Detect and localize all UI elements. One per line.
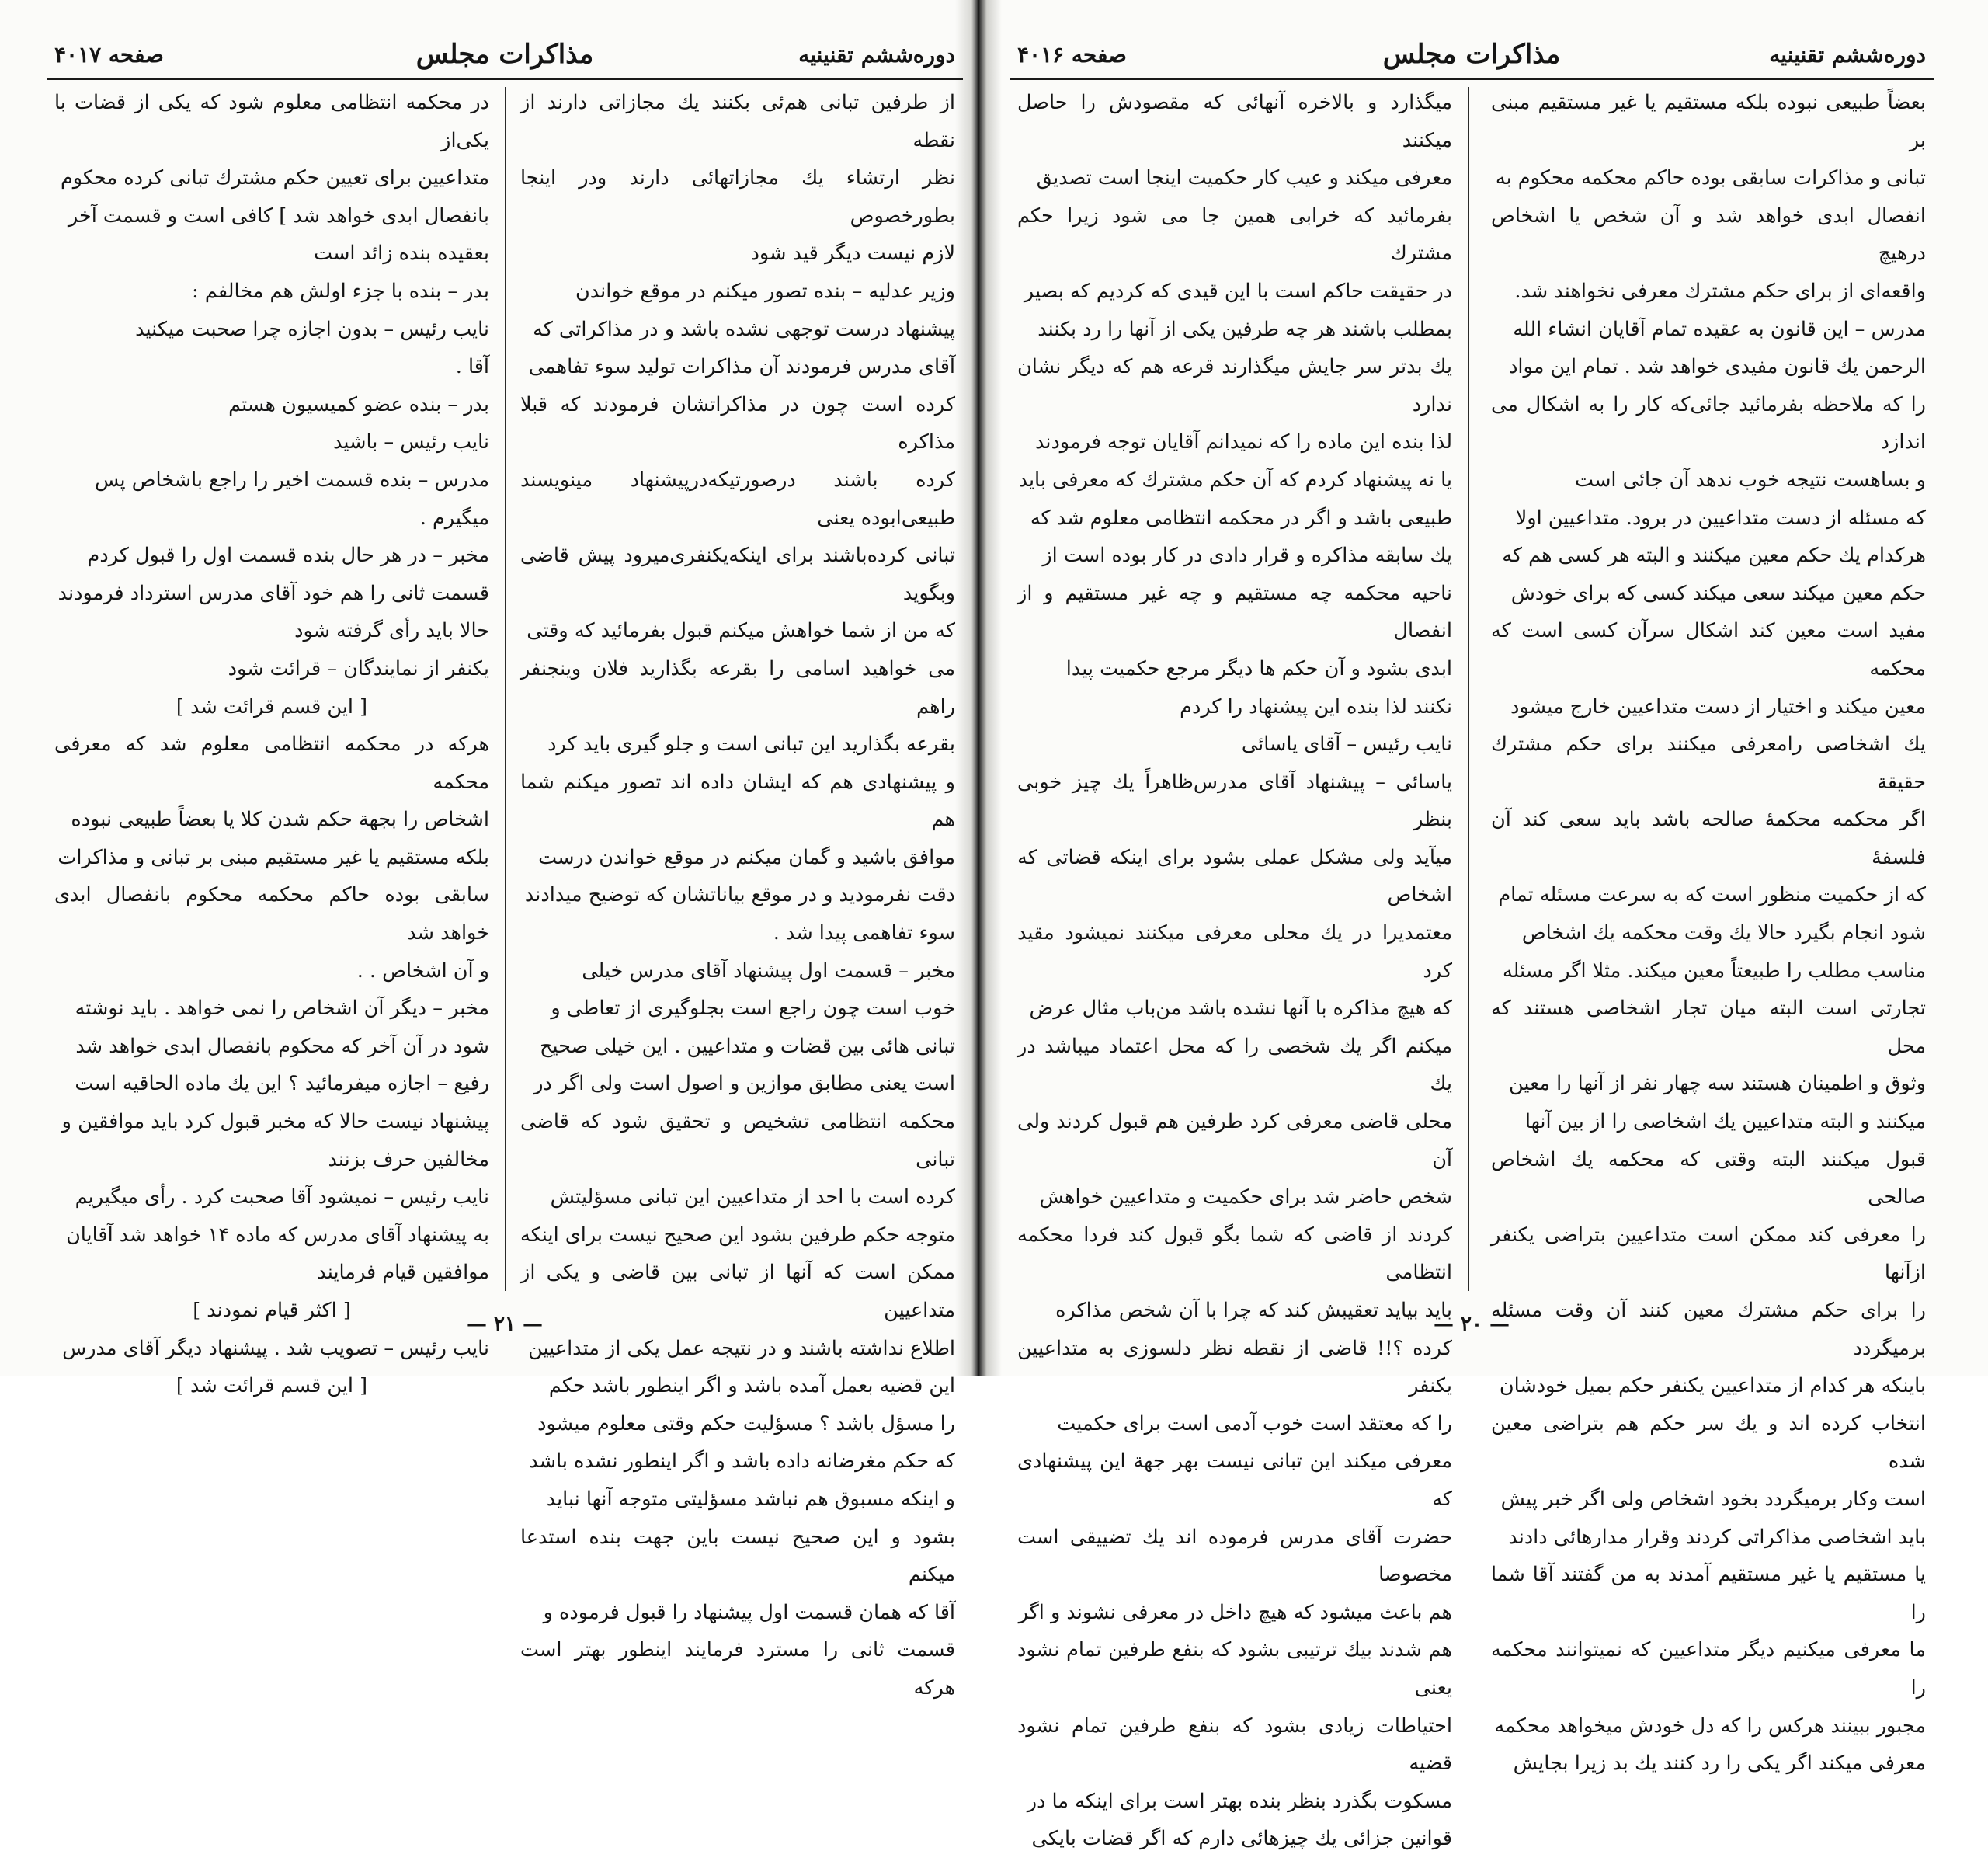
text-line: را که معتقد است خوب آدمی است برای حکمیت — [1057, 1411, 1452, 1435]
text-line: و اینکه مسبوق هم نباشد مسؤلیتی متوجه آنها نباید — [546, 1487, 955, 1511]
text-line: موافقین قیام فرمایند — [317, 1261, 489, 1285]
text-line: میگذارد و بالاخره آنهائی که مقصودش را حاصل میکنند — [1017, 91, 1452, 152]
right-page-header — [1010, 37, 1934, 80]
text-line: بلکه مستقیم یا غیر مستقیم مبنی بر تبانی و مذاکرات — [57, 845, 489, 869]
right-page-right-column — [1491, 84, 1926, 1776]
text-line: که هیچ مذاکره با آنها نشده باشد من‌باب مثال عرض — [1029, 997, 1452, 1021]
text-line: کرده است با احد از متداعیین این تبانی مسؤلیتش — [550, 1185, 955, 1209]
text-line: تبانی و مذاکرات سابقی بوده حاکم محکمه محکوم به — [1495, 166, 1926, 190]
text-line: باید بیاید تعقیبش کند که چرا با آن شخص مذاکره — [1055, 1299, 1452, 1322]
text-line: الرحمن یك قانون مفیدی خواهد شد . تمام این مواد — [1509, 355, 1926, 379]
text-line: سوء تفاهمی پیدا شد . — [773, 921, 955, 945]
text-line: معرفی میکند اگر یکی را رد کنند یك بد زیرا بجایش — [1513, 1752, 1926, 1776]
text-line: لازم نیست دیگر قید شود — [750, 242, 955, 266]
left-page-folio: — ۲۱ — — [466, 1313, 544, 1336]
text-line: را معرفی کند ممکن است متداعیین بتراضی یکنفر ازآنها — [1491, 1223, 1926, 1285]
text-line: ناحیه محکمه چه مستقیم و چه غیر مستقیم و از انفصال — [1017, 581, 1452, 643]
text-line: انفصال ابدی خواهد شد و آن شخص یا اشخاص درهیچ — [1491, 204, 1926, 266]
text-line: محلی قاضی معرفی کرد طرفین هم قبول کردند ولی آن — [1017, 1110, 1452, 1171]
text-line: پیشنهاد درست توجهی نشده باشد و در مذاکراتی که — [533, 317, 955, 341]
text-line: مدرس – بنده قسمت اخیر را راجع باشخاص پس — [95, 468, 489, 492]
text-line: قبول میکنند البته وقتی که محکمه یك اشخاص صالحی — [1491, 1147, 1926, 1209]
running-head-period: دوره‌ششم تقنینیه — [1769, 42, 1926, 68]
right-page-left-column — [1017, 84, 1452, 1851]
right-page — [1010, 0, 1934, 1851]
text-line: که از حکمیت منظور است که به سرعت مسئله تمام — [1498, 883, 1926, 907]
text-line: بدر – بنده با جزء اولش هم مخالفم : — [192, 279, 489, 303]
text-line: این قضیه بعمل آمده باشد و اگر اینطور باشد حکم — [548, 1374, 955, 1398]
text-line: یك اشخاصی رامعرفی میکنند برای حکم مشترك حقیقة — [1491, 732, 1926, 794]
text-line: نایب رئیس – باشید — [333, 430, 489, 454]
text-line: معتمدیرا در یك محلی معرفی میکنند نمیشود مقید کرد — [1017, 921, 1452, 983]
text-line: یکنفر از نمایندگان – قرائت شود — [228, 656, 489, 680]
bracketed-note: [ این قسم قرائت شد ] — [176, 694, 368, 718]
text-line: متداعیین برای تعیین حکم مشترك تبانی کرده محکوم — [61, 166, 489, 190]
text-line: بقرعه بگذارید این تبانی است و جلو گیری باید کرد — [547, 732, 955, 757]
text-line: در محکمه انتظامی معلوم شود که یکی از قضات با یکی‌از — [54, 91, 489, 152]
running-head-title: مذاکرات مجلس — [1382, 39, 1561, 70]
right-page-folio: — ۲۰ — — [1433, 1313, 1510, 1336]
text-line: بدر – بنده عضو کمیسیون هستم — [228, 392, 489, 416]
text-line: بفرمائید که خرابی همین جا می شود زیرا حکم مشترك — [1017, 204, 1452, 266]
text-line: هم شدند بیك ترتیبی بشود که بنفع طرفین تمام نشود یعنی — [1017, 1638, 1452, 1700]
text-line: متوجه حکم طرفین بشود این صحیح نیست برای اینکه — [520, 1223, 955, 1247]
text-line: وثوق و اطمینان هستند سه چهار نفر از آنها را معین — [1509, 1072, 1926, 1096]
text-line: شود انجام بگیرد حالا یك وقت محکمه یك اشخاص — [1521, 921, 1926, 945]
text-line: می خواهید اسامی را بقرعه بگذارید فلان وینجنفر راهم — [520, 656, 955, 718]
text-line: معرفی میکند و عیب کار حکمیت اینجا است تصدیق — [1036, 166, 1452, 190]
text-line: تبانی کرده‌باشند برای اینکه‌یکنفری‌میرود پیش قاضی وبگوید — [520, 544, 955, 605]
text-line: اشخاص را بجهة حکم شدن کلا یا بعضاً طبیعی نبوده — [71, 808, 489, 832]
left-page-right-column — [520, 84, 955, 1700]
text-line: خوب است چون راجع است بجلوگیری از تعاطی و — [551, 997, 955, 1021]
text-line: شود در آن آخر که محکوم بانفصال ابدی خواهد شد — [75, 1034, 489, 1058]
text-line: مسکوت بگذرد بنظر بنده بهتر است برای اینکه ما در — [1027, 1789, 1452, 1813]
text-line: و پیشنهادی هم که ایشان داده اند تصور میکنم شما هم — [520, 770, 955, 832]
text-line: بعقیده بنده زائد است — [314, 242, 489, 266]
text-line: باینکه هر کدام از متداعیین یکنفر حکم بمیل خودشان — [1499, 1374, 1926, 1398]
text-line: اگر محکمه محکمهٔ صالحه باشد باید سعی کند آن فلسفهٔ — [1491, 808, 1926, 869]
text-line: نایب رئیس – نمیشود آقا صحبت کرد . رأی میگیریم — [75, 1185, 489, 1209]
text-line: طبیعی باشد و اگر در محکمه انتظامی معلوم شد که — [1030, 506, 1452, 530]
text-line: مناسب مطلب را طبیعتاً معین میکند. مثلا اگر مسئله — [1502, 959, 1926, 983]
text-line: مخبر – دیگر آن اشخاص را نمی خواهد . باید نوشته — [75, 997, 489, 1021]
text-line: حکم معین میکند سعی میکند کسی که برای خودش — [1510, 581, 1926, 605]
text-line: کردند از قاضی که شما بگو قبول کند فردا محکمه انتظامی — [1017, 1223, 1452, 1285]
text-line: کرده ؟!! قاضی از نقطه نظر دلسوزی به متداعیین یکنفر — [1017, 1336, 1452, 1398]
text-line: باید اشخاصی مذاکراتی کردند وقرار مدارهائی دادند — [1508, 1525, 1926, 1549]
text-line: مخبر – قسمت اول پیشنهاد آقای مدرس خیلی — [582, 959, 955, 983]
text-line: میکنم اگر یك شخصی را که محل اعتماد میباشد در یك — [1017, 1034, 1452, 1096]
text-line: معرفی میکند این تبانی نیست بهر جهة این پیشنهادی که — [1017, 1449, 1452, 1511]
text-line: یك بدتر سر جایش میگذارند قرعه هم که دیگر نشان ندارد — [1017, 355, 1452, 416]
text-line: واقعه‌ای از برای حکم مشترك معرفی نخواهند شد. — [1514, 279, 1926, 303]
text-line: میکنند و البته متداعیین یك اشخاصی را از بین آنها — [1524, 1110, 1926, 1134]
text-line: ما معرفی میکنیم دیگر متداعیین که نمیتوانند محکمه را — [1491, 1638, 1926, 1700]
text-line: میآید ولی مشکل عملی بشود برای اینکه قضاتی که اشخاص — [1017, 845, 1452, 907]
text-line: در حقیقت حاکم است با این قیدی که کردیم که بصیر — [1024, 279, 1452, 303]
text-line: شخص حاضر شد برای حکمیت و متداعیین خواهش — [1039, 1185, 1452, 1209]
text-line: یك سابقه مذاکره و قرار دادی در کار بوده است از — [1042, 544, 1452, 568]
running-head-page-number: صفحه ۴۰۱۶ — [1017, 42, 1127, 68]
text-line: مخبر – در هر حال بنده قسمت اول را قبول کردم — [87, 544, 489, 568]
running-head-period: دوره‌ششم تقنینیه — [798, 42, 955, 68]
text-line: را مسؤل باشد ؟ مسؤلیت حکم وقتی معلوم میشود — [537, 1411, 955, 1435]
column-rule — [505, 87, 506, 1291]
text-line: اطلاع نداشته باشند و در نتیجه عمل یکی از متداعیین — [528, 1336, 955, 1360]
text-line: رفیع – اجازه میفرمائید ؟ این یك ماده الحاقیه است — [75, 1072, 489, 1096]
text-line: آقای مدرس فرمودند آن مذاکرات تولید سوء تفاهمی — [528, 355, 955, 379]
text-line: نکنند لذا بنده این پیشنهاد را کردم — [1180, 694, 1452, 718]
text-line: هرکه در محکمه انتظامی معلوم شد که معرفی محکمه — [54, 732, 489, 794]
text-line: و بساهست نتیجه خوب ندهد آن جائی است — [1575, 468, 1926, 492]
text-line: که مسئله از دست متداعیین در برود. متداعیین اولا — [1515, 506, 1926, 530]
text-line: که من از شما خواهش میکنم قبول بفرمائید که وقتی — [527, 619, 955, 643]
text-line: بانفصال ابدی خواهد شد ] کافی است و قسمت آخر — [68, 204, 489, 228]
left-page-left-column — [54, 84, 489, 1398]
text-line: حضرت آقای مدرس فرموده اند یك تضییقی است مخصوصا — [1017, 1525, 1452, 1587]
text-line: قسمت ثانی را مسترد فرمایند اینطور بهتر است هرکه — [520, 1638, 955, 1700]
text-line: مفید است معین کند اشکال سرآن کسی است که محکمه — [1491, 619, 1926, 680]
text-line: موافق باشید و گمان میکنم در موقع خواندن درست — [538, 845, 955, 869]
text-line: هم باعث میشود که هیچ داخل در معرفی نشوند و اگر — [1018, 1600, 1452, 1624]
text-line: است یعنی مطابق موازین و اصول است ولی اگر در — [533, 1072, 955, 1096]
text-line: معین میکند و اختیار از دست متداعیین خارج میشود — [1510, 694, 1926, 718]
left-page — [47, 0, 963, 1700]
text-line: میگیرم . — [419, 506, 489, 530]
text-line: آقا . — [455, 355, 489, 379]
text-line: نایب رئیس – بدون اجازه چرا صحبت میکنید — [135, 317, 489, 341]
running-head-title: مذاکرات مجلس — [415, 39, 594, 70]
text-line: مجبور ببینند هرکس را که دل خودش میخواهد محکمه — [1494, 1714, 1926, 1738]
text-line: مدرس – این قانون به عقیده تمام آقایان انشاء الله — [1513, 317, 1926, 341]
text-line: به پیشنهاد آقای مدرس که ماده ۱۴ خواهد شد آقایان — [66, 1223, 489, 1247]
text-line: را که ملاحظه بفرمائید جائی‌که کار را به اشکال می اندازد — [1491, 392, 1926, 454]
text-line: بمطلب باشند هر چه طرفین یکی از آنها را رد بکنند — [1037, 317, 1452, 341]
text-line: قوانین جزائی یك چیزهائی دارم که اگر قضات بایکی — [1031, 1827, 1452, 1851]
text-line: تجارتی است البته میان تجار اشخاصی هستند که محل — [1491, 997, 1926, 1058]
text-line: پیشنهاد نیست حالا که مخبر قبول کرد باید موافقین و — [61, 1110, 489, 1134]
text-line: بشود و این صحیح نیست باین جهت بنده استدعا میکنم — [520, 1525, 955, 1587]
text-line: لذا بنده این ماده را که نمیدانم آقایان توجه فرمودند — [1034, 430, 1452, 454]
text-line: بعضاً طبیعی نبوده بلکه مستقیم یا غیر مستقیم مبنی بر — [1491, 91, 1926, 152]
text-line: حالا باید رأی گرفته شود — [294, 619, 489, 643]
text-line: مخالفین حرف بزنند — [328, 1147, 489, 1171]
left-page-header — [47, 37, 963, 80]
text-line: محکمه انتظامی تشخیص و تحقیق شود که قاضی تبانی — [520, 1110, 955, 1171]
text-line: و آن اشخاص . . — [356, 959, 489, 983]
text-line: انتخاب کرده اند و یك سر حکم هم بتراضی معین شده — [1491, 1411, 1926, 1474]
text-line: قسمت ثانی را هم خود آقای مدرس استرداد فرمودند — [57, 581, 489, 605]
text-line: نایب رئیس – آقای یاسائی — [1241, 732, 1452, 757]
text-line: کرده است چون در مذاکراتشان فرمودند که قبلا مذاکره — [520, 392, 955, 454]
text-line: سابقی بوده حاکم محکمه محکوم بانفصال ابدی خواهد شد — [54, 883, 489, 945]
text-line: دقت نفرمودید و در موقع بیاناتشان که توضیح میدادند — [524, 883, 955, 907]
text-line: که حکم مغرضانه داده باشد و اگر اینطور نشده باشد — [529, 1449, 955, 1474]
text-line: یا مستقیم یا غیر مستقیم آمدند به من گفتند آقا شما را — [1491, 1563, 1926, 1624]
text-line: نظر ارتشاء یك مجازاتهائی دارند ودر اینجا بطورخصوص — [520, 166, 955, 228]
text-line: احتیاطات زیادی بشود که بنفع طرفین تمام نشود قضیه — [1017, 1714, 1452, 1776]
text-line: از طرفین تبانی هم‌ئی بکنند یك مجازاتی دارند از نقطه — [520, 91, 955, 152]
text-line: کرده باشند درصورتیکه‌درپیشنهاد مینویسند طبیعی‌ابوده یعنی — [520, 468, 955, 530]
text-line: تبانی هائی بین قضات و متداعیین . این خیلی صحیح — [540, 1034, 955, 1058]
text-line: است وکار برمیگردد بخود اشخاص ولی اگر خبر پیش — [1500, 1487, 1926, 1511]
text-line: هرکدام یك حکم معین میکنند و البته هر کسی هم که — [1502, 544, 1926, 568]
text-line: یا نه پیشنهاد کردم که آن حکم مشترك که معرفی باید — [1018, 468, 1452, 492]
column-rule — [1468, 87, 1469, 1291]
text-line: نایب رئیس – تصویب شد . پیشنهاد دیگر آقای مدرس — [62, 1336, 489, 1360]
bracketed-note: [ اکثر قیام نمودند ] — [193, 1299, 351, 1322]
text-line: وزیر عدلیه – بنده تصور میکنم در موقع خواندن — [575, 279, 955, 303]
running-head-page-number: صفحه ۴۰۱۷ — [54, 42, 164, 68]
text-line: را برای حکم مشترك معین کنند آن وقت مسئله برمیگردد — [1491, 1299, 1926, 1360]
text-line: یاسائی – پیشنهاد آقای مدرس‌ظاهراً یك چیز خوبی بنظر — [1017, 770, 1452, 832]
text-line: ابدی بشود و آن حکم ها دیگر مرجع حکمیت پیدا — [1065, 656, 1452, 680]
text-line: ممکن است که آنها از تبانی بین قاضی و یکی از متداعیین — [520, 1261, 955, 1322]
bracketed-note: [ این قسم قرائت شد ] — [176, 1374, 368, 1398]
text-line: آقا که همان قسمت اول پیشنهاد را قبول فرموده و — [543, 1600, 955, 1624]
